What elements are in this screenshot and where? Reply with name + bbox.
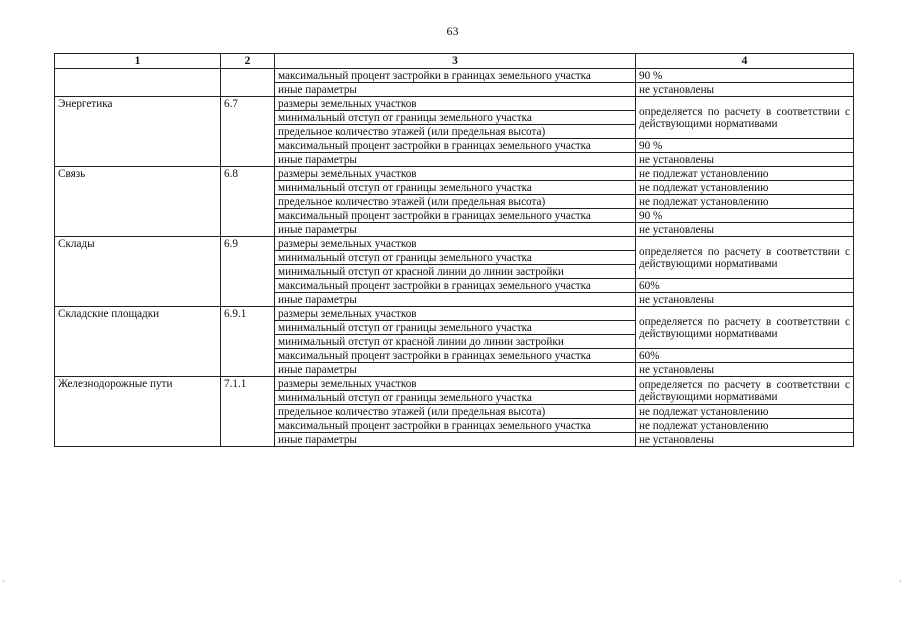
param-cell: иные параметры (275, 433, 636, 447)
value-cell: не установлены (636, 433, 854, 447)
value-cell: не подлежат установлению (636, 405, 854, 419)
param-cell: размеры земельных участков (275, 167, 636, 181)
type-cell: Складские площадки (55, 307, 221, 377)
code-cell: 6.7 (221, 97, 275, 167)
param-cell: минимальный отступ от границы земельного участка (275, 111, 636, 125)
param-cell: размеры земельных участков (275, 307, 636, 321)
value-cell: не установлены (636, 83, 854, 97)
code-cell (221, 69, 275, 97)
value-cell: не подлежат установлению (636, 181, 854, 195)
value-cell: 90 % (636, 139, 854, 153)
param-cell: иные параметры (275, 153, 636, 167)
value-cell: определяется по расчету в соответствии с действующими нормативами (636, 307, 854, 349)
value-cell: 90 % (636, 209, 854, 223)
param-cell: предельное количество этажей (или предельная высота) (275, 405, 636, 419)
left-edge-mark: · (2, 577, 5, 586)
type-cell: Энергетика (55, 97, 221, 167)
table-row (55, 167, 854, 181)
value-cell: 90 % (636, 69, 854, 83)
type-cell: Железнодорожные пути (55, 377, 221, 447)
regulations-table (54, 53, 854, 447)
param-cell: максимальный процент застройки в границах земельного участка (275, 209, 636, 223)
table-header (55, 54, 854, 69)
param-cell: размеры земельных участков (275, 97, 636, 111)
code-cell: 6.9.1 (221, 307, 275, 377)
type-cell (55, 69, 221, 97)
value-cell: не установлены (636, 223, 854, 237)
table-row (55, 69, 854, 83)
header-col-2: 2 (221, 54, 275, 69)
param-cell: максимальный процент застройки в границах земельного участка (275, 419, 636, 433)
param-cell: размеры земельных участков (275, 377, 636, 391)
value-cell: 60% (636, 349, 854, 363)
value-cell: 60% (636, 279, 854, 293)
value-cell: определяется по расчету в соответствии с действующими нормативами (636, 97, 854, 139)
table-row (55, 307, 854, 321)
param-cell: минимальный отступ от границы земельного участка (275, 321, 636, 335)
value-cell: не установлены (636, 293, 854, 307)
header-col-1: 1 (55, 54, 221, 69)
param-cell: иные параметры (275, 223, 636, 237)
value-cell: определяется по расчету в соответствии с действующими нормативами (636, 377, 854, 405)
right-edge-mark: · (899, 577, 902, 586)
param-cell: предельное количество этажей (или предельная высота) (275, 125, 636, 139)
param-cell: минимальный отступ от границы земельного участка (275, 391, 636, 405)
param-cell: иные параметры (275, 293, 636, 307)
value-cell: не подлежат установлению (636, 195, 854, 209)
param-cell: предельное количество этажей (или предельная высота) (275, 195, 636, 209)
param-cell: максимальный процент застройки в границах земельного участка (275, 349, 636, 363)
code-cell: 6.9 (221, 237, 275, 307)
value-cell: не установлены (636, 363, 854, 377)
value-cell: определяется по расчету в соответствии с действующими нормативами (636, 237, 854, 279)
param-cell: максимальный процент застройки в границах земельного участка (275, 69, 636, 83)
value-cell: не установлены (636, 153, 854, 167)
param-cell: максимальный процент застройки в границах земельного участка (275, 279, 636, 293)
param-cell: минимальный отступ от красной линии до линии застройки (275, 335, 636, 349)
param-cell: минимальный отступ от границы земельного участка (275, 251, 636, 265)
header-col-4: 4 (636, 54, 854, 69)
param-cell: минимальный отступ от границы земельного участка (275, 181, 636, 195)
table-row (55, 97, 854, 111)
code-cell: 7.1.1 (221, 377, 275, 447)
header-col-3: 3 (275, 54, 636, 69)
param-cell: минимальный отступ от красной линии до линии застройки (275, 265, 636, 279)
param-cell: иные параметры (275, 363, 636, 377)
param-cell: размеры земельных участков (275, 237, 636, 251)
param-cell: максимальный процент застройки в границах земельного участка (275, 139, 636, 153)
type-cell: Связь (55, 167, 221, 237)
param-cell: иные параметры (275, 83, 636, 97)
type-cell: Склады (55, 237, 221, 307)
page-number: 63 (446, 24, 459, 38)
code-cell: 6.8 (221, 167, 275, 237)
value-cell: не подлежат установлению (636, 167, 854, 181)
table-row (55, 237, 854, 251)
table-body (55, 69, 854, 447)
value-cell: не подлежат установлению (636, 419, 854, 433)
table-row (55, 377, 854, 391)
